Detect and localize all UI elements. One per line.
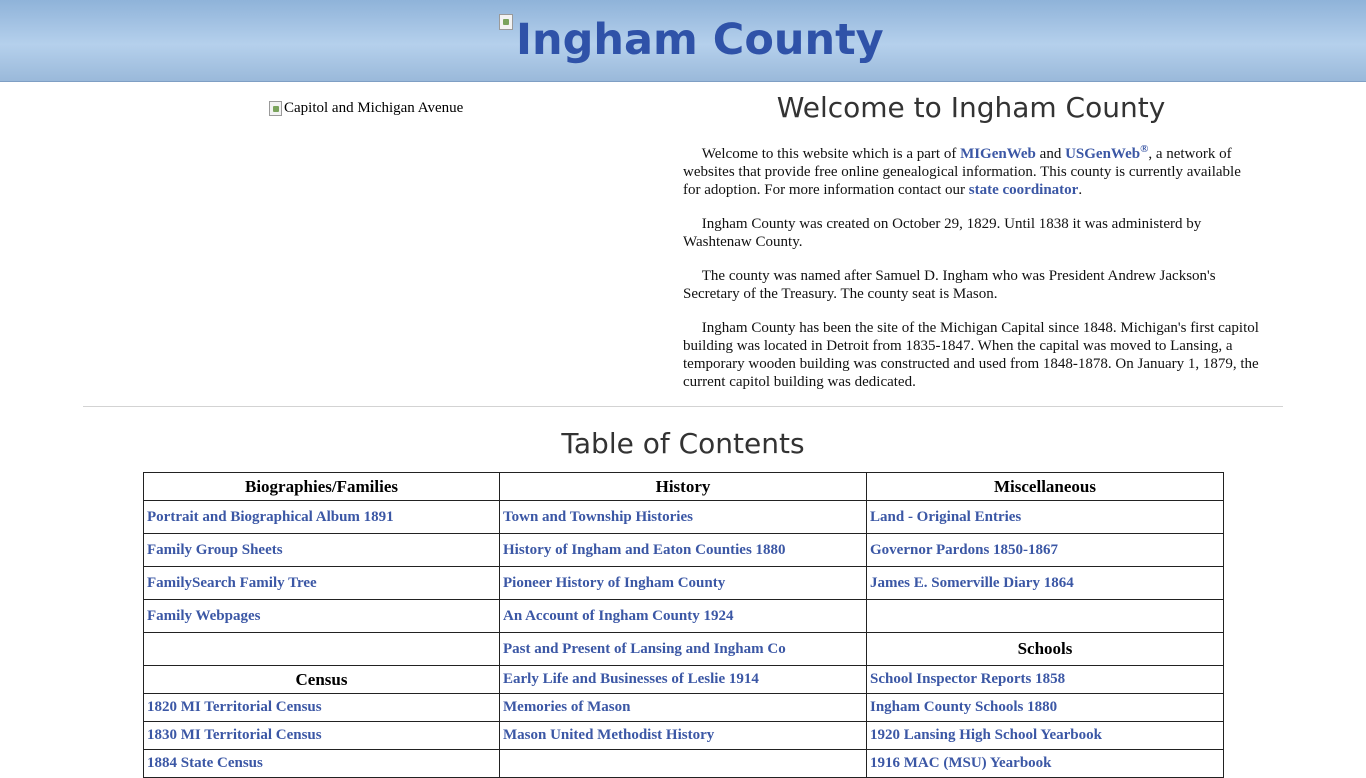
table-row <box>144 600 1224 633</box>
table-cell-empty <box>144 633 500 666</box>
table-row <box>144 501 1224 534</box>
toc-link[interactable]: 1884 State Census <box>147 755 263 771</box>
toc-link[interactable]: Ingham County Schools 1880 <box>870 699 1058 715</box>
table-row <box>144 694 1224 722</box>
table-cell <box>500 501 867 534</box>
table-row <box>144 534 1224 567</box>
migenweb-link[interactable]: MIGenWeb <box>960 146 1036 162</box>
toc-header-row <box>144 473 1224 501</box>
p3-text: The county was named after Samuel D. Ingham who was President Andrew Jackson's Secretary of the Treasury. The county seat is Mason. <box>683 268 1216 302</box>
site-title-text: Ingham County <box>516 15 884 65</box>
table-cell <box>144 722 500 750</box>
table-cell <box>867 750 1224 778</box>
toc-link[interactable]: Family Webpages <box>147 607 261 624</box>
toc-link[interactable]: Portrait and Biographical Album 1891 <box>147 508 394 525</box>
table-cell <box>500 633 867 666</box>
welcome-paragraph-3 <box>683 267 1259 303</box>
p2-text: Ingham County was created on October 29, 1829. Until 1838 it was administerd by Washtenaw County. <box>683 216 1202 250</box>
table-cell <box>867 666 1224 694</box>
table-cell <box>500 600 867 633</box>
capitol-image <box>269 100 463 117</box>
table-cell <box>867 567 1224 600</box>
p1-text-c: , a network of websites that provide free online genealogical information. This county is currently available for adoption. For more information contact our <box>683 146 1241 198</box>
table-row <box>144 567 1224 600</box>
table-cell <box>144 750 500 778</box>
p1-text-b: and <box>1035 146 1066 162</box>
header-miscellaneous: Miscellaneous <box>867 473 1224 501</box>
broken-image-icon <box>499 14 513 30</box>
p1-text-d: . <box>1078 182 1083 198</box>
header-biographies: Biographies/Families <box>144 473 500 501</box>
state-coordinator-link[interactable]: state coordinator <box>968 182 1079 198</box>
welcome-paragraph-1 <box>683 145 1259 199</box>
toc-link[interactable]: James E. Somerville Diary 1864 <box>870 574 1074 591</box>
table-cell-empty <box>500 750 867 778</box>
header-schools: Schools <box>867 633 1224 666</box>
toc-link[interactable]: Pioneer History of Ingham County <box>503 574 726 591</box>
table-cell-empty <box>867 600 1224 633</box>
toc-link[interactable]: 1820 MI Territorial Census <box>147 699 322 715</box>
toc-title: Table of Contents <box>561 427 805 460</box>
header-history: History <box>500 473 867 501</box>
welcome-paragraph-2 <box>683 215 1259 251</box>
table-cell <box>144 694 500 722</box>
toc-link[interactable]: Early Life and Businesses of Leslie 1914 <box>503 671 759 687</box>
toc-link[interactable]: An Account of Ingham County 1924 <box>503 607 734 624</box>
toc-link[interactable]: 1920 Lansing High School Yearbook <box>870 727 1102 743</box>
usgenweb-link[interactable] <box>1065 143 1149 162</box>
toc-link[interactable]: History of Ingham and Eaton Counties 1880 <box>503 541 786 558</box>
site-title <box>499 12 884 72</box>
table-cell <box>500 722 867 750</box>
registered-mark: ® <box>1140 143 1149 155</box>
p4-text: Ingham County has been the site of the Michigan Capital since 1848. Michigan's first capitol building was located in Detroit from 1835-1847. When the capital was moved to Lansing, a temporary wooden building was constructed and used from 1848-1878. On January 1, 1879, the current capitol building was dedicated. <box>683 320 1259 390</box>
toc-link[interactable]: Land - Original Entries <box>870 508 1022 525</box>
capitol-image-alt: Capitol and Michigan Avenue <box>284 100 464 116</box>
table-cell <box>867 501 1224 534</box>
section-divider <box>83 406 1283 407</box>
table-row <box>144 666 1224 694</box>
table-row <box>144 722 1224 750</box>
table-cell <box>500 666 867 694</box>
table-cell <box>144 501 500 534</box>
table-cell <box>867 534 1224 567</box>
table-cell <box>500 534 867 567</box>
toc-link[interactable]: 1916 MAC (MSU) Yearbook <box>870 755 1052 771</box>
toc-link[interactable]: Governor Pardons 1850-1867 <box>870 541 1059 558</box>
table-cell <box>144 567 500 600</box>
toc-link[interactable]: Town and Township Histories <box>503 508 693 525</box>
table-cell <box>500 694 867 722</box>
table-cell <box>867 694 1224 722</box>
toc-link[interactable]: 1830 MI Territorial Census <box>147 727 322 743</box>
welcome-paragraph-4 <box>683 319 1259 391</box>
table-cell <box>144 534 500 567</box>
table-cell <box>144 600 500 633</box>
header-census: Census <box>144 666 500 694</box>
toc-link[interactable]: Family Group Sheets <box>147 541 283 558</box>
table-row <box>144 750 1224 778</box>
toc-link[interactable]: Past and Present of Lansing and Ingham Co <box>503 640 786 657</box>
header-banner <box>0 0 1366 82</box>
table-cell <box>867 722 1224 750</box>
toc-table <box>143 472 1224 778</box>
table-cell <box>500 567 867 600</box>
toc-link[interactable]: School Inspector Reports 1858 <box>870 671 1066 687</box>
toc-link[interactable]: Memories of Mason <box>503 699 631 715</box>
p1-text-a: Welcome to this website which is a part of <box>701 146 961 162</box>
toc-link[interactable]: FamilySearch Family Tree <box>147 574 317 591</box>
welcome-heading: Welcome to Ingham County <box>776 91 1166 124</box>
broken-image-icon <box>269 101 282 116</box>
welcome-section <box>683 88 1259 391</box>
usgenweb-link-text: USGenWeb <box>1065 146 1141 162</box>
table-row <box>144 633 1224 666</box>
toc-link[interactable]: Mason United Methodist History <box>503 727 715 743</box>
